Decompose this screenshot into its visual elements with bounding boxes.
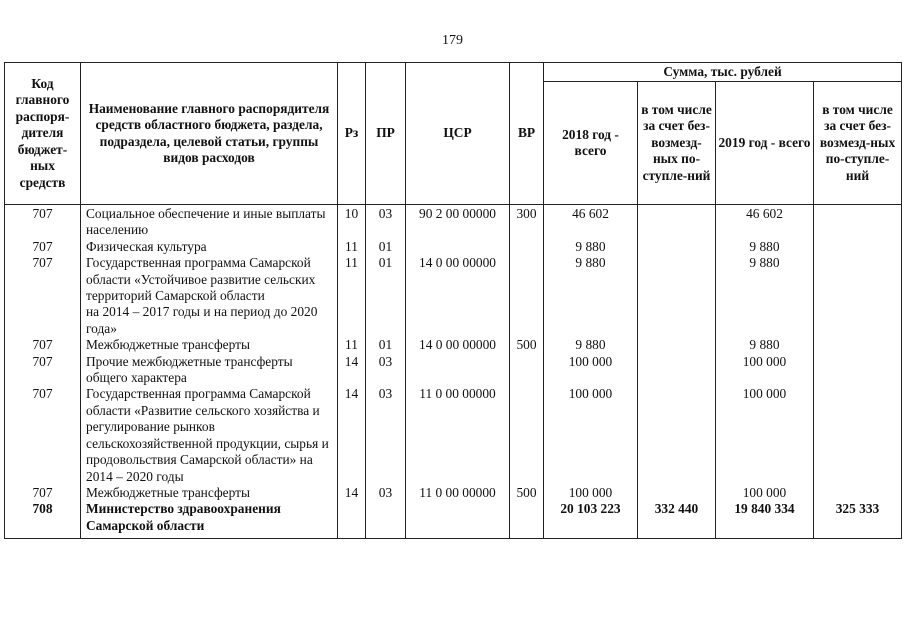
header-2018-free: в том числе за счет без-возмезд-ных по-ступле-ний bbox=[638, 82, 716, 205]
cell-name: Государственная программа Самарской области «Устойчивое развитие сельских территорий Самарской области на 2014 – 2017 годы и на период до 2020 года» bbox=[81, 255, 338, 337]
cell-csr: 14 0 00 00000 bbox=[406, 337, 510, 353]
cell-name: Физическая культура bbox=[81, 239, 338, 255]
cell-2018-total: 46 602 bbox=[544, 205, 638, 239]
cell-csr: 90 2 00 00000 bbox=[406, 205, 510, 239]
cell-pr bbox=[366, 501, 406, 538]
cell-csr: 11 0 00 00000 bbox=[406, 485, 510, 501]
cell-csr bbox=[406, 239, 510, 255]
cell-rz: 14 bbox=[338, 485, 366, 501]
cell-2019-total: 46 602 bbox=[716, 205, 814, 239]
cell-name: Межбюджетные трансферты bbox=[81, 485, 338, 501]
cell-2018-free bbox=[638, 386, 716, 484]
cell-pr: 03 bbox=[366, 205, 406, 239]
cell-2018-total: 9 880 bbox=[544, 255, 638, 337]
table-row bbox=[5, 386, 902, 484]
cell-rz: 14 bbox=[338, 354, 366, 387]
cell-pr: 01 bbox=[366, 337, 406, 353]
cell-vr: 500 bbox=[510, 337, 544, 353]
cell-code: 708 bbox=[5, 501, 81, 538]
header-2019-free: в том числе за счет без-возмезд-ных по-ступле-ний bbox=[814, 82, 902, 205]
cell-rz bbox=[338, 501, 366, 538]
table-row bbox=[5, 354, 902, 387]
cell-2019-free bbox=[814, 485, 902, 501]
header-vr: ВР bbox=[510, 63, 544, 205]
cell-2018-free bbox=[638, 255, 716, 337]
cell-code: 707 bbox=[5, 485, 81, 501]
cell-2019-total: 100 000 bbox=[716, 354, 814, 387]
cell-code: 707 bbox=[5, 354, 81, 387]
cell-2019-total: 100 000 bbox=[716, 485, 814, 501]
budget-table bbox=[4, 62, 902, 539]
cell-pr: 03 bbox=[366, 386, 406, 484]
cell-rz: 11 bbox=[338, 337, 366, 353]
header-csr: ЦСР bbox=[406, 63, 510, 205]
header-rz: Рз bbox=[338, 63, 366, 205]
cell-vr bbox=[510, 239, 544, 255]
table-row bbox=[5, 485, 902, 501]
cell-code: 707 bbox=[5, 239, 81, 255]
cell-2018-total: 100 000 bbox=[544, 485, 638, 501]
cell-vr bbox=[510, 354, 544, 387]
cell-name: Межбюджетные трансферты bbox=[81, 337, 338, 353]
cell-2018-total: 9 880 bbox=[544, 239, 638, 255]
cell-name: Прочие межбюджетные трансферты общего характера bbox=[81, 354, 338, 387]
cell-2019-total: 9 880 bbox=[716, 239, 814, 255]
cell-2018-free bbox=[638, 485, 716, 501]
cell-2019-total: 9 880 bbox=[716, 337, 814, 353]
table-row bbox=[5, 255, 902, 337]
cell-vr bbox=[510, 386, 544, 484]
table-row bbox=[5, 205, 902, 239]
cell-rz: 14 bbox=[338, 386, 366, 484]
cell-vr: 300 bbox=[510, 205, 544, 239]
cell-2019-total: 19 840 334 bbox=[716, 501, 814, 538]
cell-2018-free bbox=[638, 354, 716, 387]
table-body bbox=[5, 205, 902, 539]
cell-2018-free bbox=[638, 239, 716, 255]
cell-csr: 14 0 00 00000 bbox=[406, 255, 510, 337]
table-row bbox=[5, 239, 902, 255]
cell-2019-free: 325 333 bbox=[814, 501, 902, 538]
cell-2018-total: 100 000 bbox=[544, 354, 638, 387]
table-row bbox=[5, 337, 902, 353]
cell-rz: 11 bbox=[338, 255, 366, 337]
cell-rz: 11 bbox=[338, 239, 366, 255]
cell-code: 707 bbox=[5, 386, 81, 484]
cell-code: 707 bbox=[5, 337, 81, 353]
cell-vr: 500 bbox=[510, 485, 544, 501]
cell-csr bbox=[406, 354, 510, 387]
cell-2018-total: 100 000 bbox=[544, 386, 638, 484]
cell-2019-free bbox=[814, 255, 902, 337]
cell-name: Государственная программа Самарской области «Развитие сельского хозяйства и регулирование рынков сельскохозяйственной продукции, сырья и продовольствия Самарской области» на 2014 – 2020 годы bbox=[81, 386, 338, 484]
header-2019-total: 2019 год - всего bbox=[716, 82, 814, 205]
cell-code: 707 bbox=[5, 205, 81, 239]
cell-pr: 03 bbox=[366, 354, 406, 387]
header-pr: ПР bbox=[366, 63, 406, 205]
cell-2019-free bbox=[814, 386, 902, 484]
page-number: 179 bbox=[442, 33, 463, 48]
cell-pr: 01 bbox=[366, 239, 406, 255]
cell-2019-total: 100 000 bbox=[716, 386, 814, 484]
cell-2018-free: 332 440 bbox=[638, 501, 716, 538]
header-code: Код главного распоря-дителя бюджет-ных средств bbox=[5, 63, 81, 205]
header-2018-total: 2018 год - всего bbox=[544, 82, 638, 205]
header-name: Наименование главного распорядителя средств областного бюджета, раздела, подраздела, целевой статьи, группы видов расходов bbox=[81, 63, 338, 205]
cell-pr: 01 bbox=[366, 255, 406, 337]
cell-2019-free bbox=[814, 205, 902, 239]
cell-2018-free bbox=[638, 205, 716, 239]
cell-code: 707 bbox=[5, 255, 81, 337]
cell-rz: 10 bbox=[338, 205, 366, 239]
cell-2019-free bbox=[814, 354, 902, 387]
cell-csr bbox=[406, 501, 510, 538]
cell-2019-free bbox=[814, 337, 902, 353]
cell-name: Министерство здравоохранения Самарской области bbox=[81, 501, 338, 538]
cell-vr bbox=[510, 255, 544, 337]
cell-2018-total: 20 103 223 bbox=[544, 501, 638, 538]
cell-pr: 03 bbox=[366, 485, 406, 501]
cell-2018-total: 9 880 bbox=[544, 337, 638, 353]
cell-vr bbox=[510, 501, 544, 538]
cell-2019-total: 9 880 bbox=[716, 255, 814, 337]
cell-2018-free bbox=[638, 337, 716, 353]
table-row bbox=[5, 501, 902, 538]
cell-name: Социальное обеспечение и иные выплаты населению bbox=[81, 205, 338, 239]
cell-2019-free bbox=[814, 239, 902, 255]
cell-csr: 11 0 00 00000 bbox=[406, 386, 510, 484]
header-sum: Сумма, тыс. рублей bbox=[544, 63, 902, 82]
